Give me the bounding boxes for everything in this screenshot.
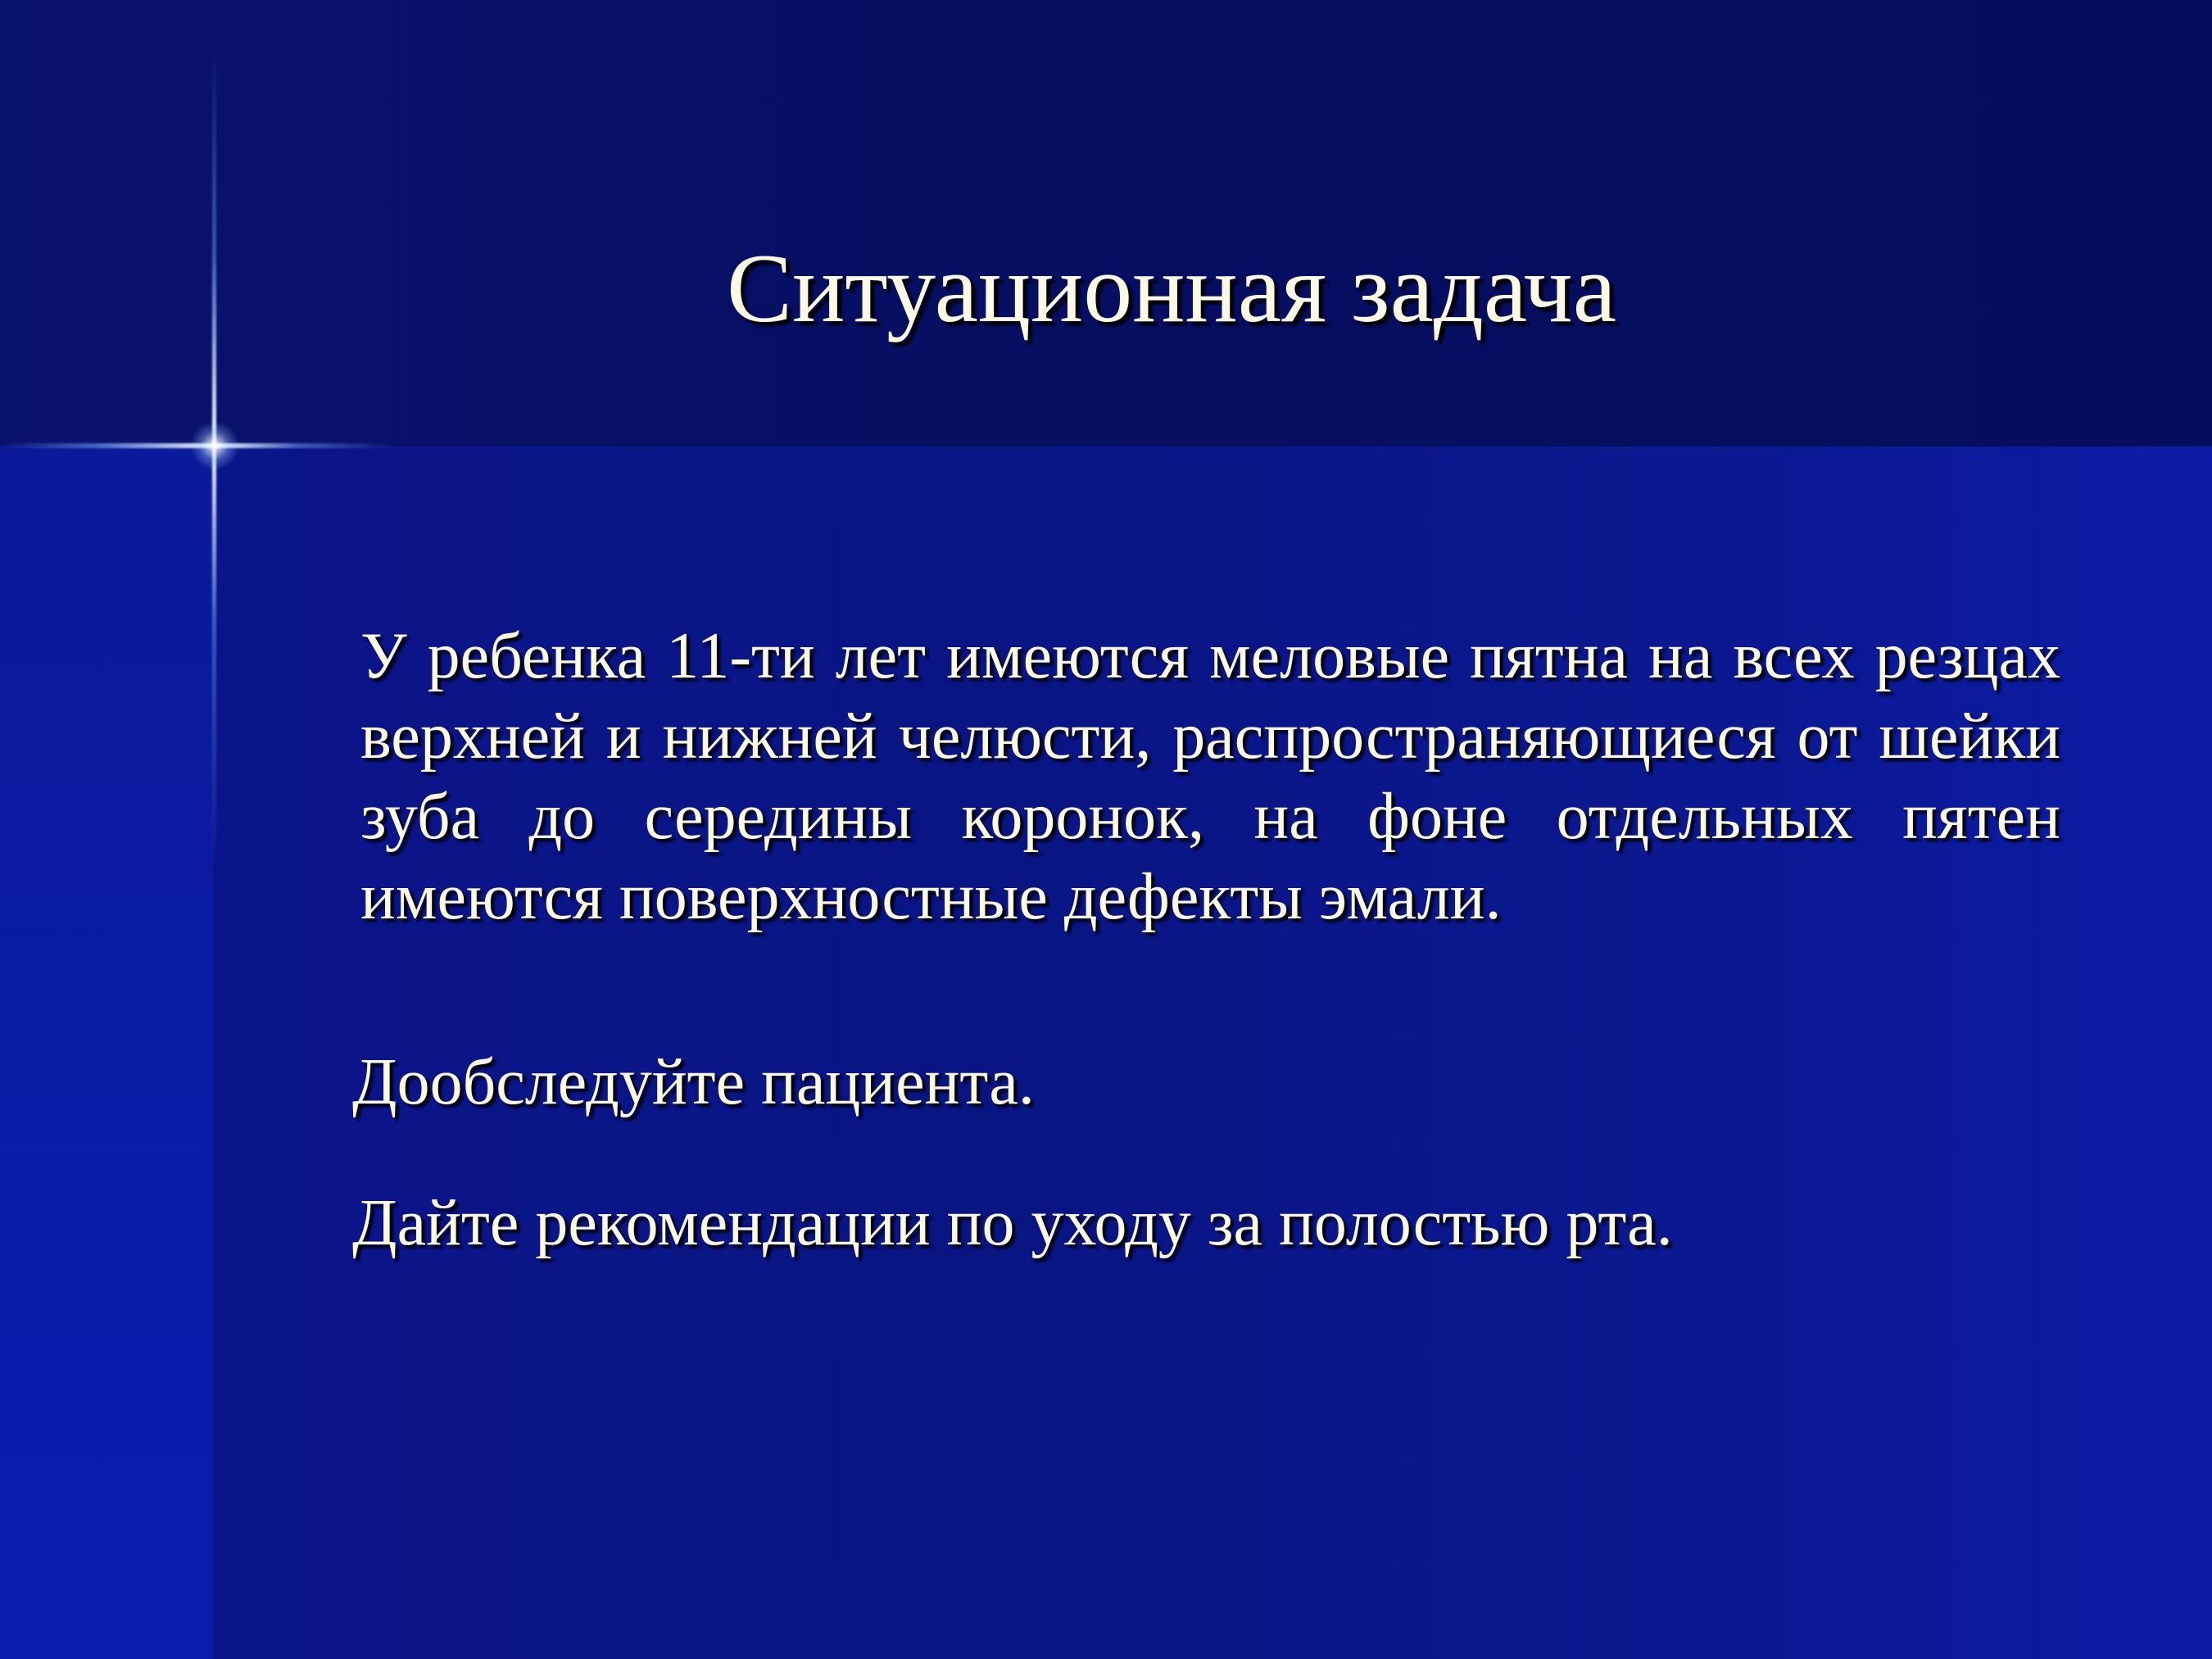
- header-band: [0, 0, 2212, 446]
- task-instruction-recommend: Дайте рекомендации по уходу за полостью рта.: [352, 1187, 1673, 1259]
- task-description: У ребенка 11-ти лет имеются меловые пятна на всех резцах верхней и нижней челюсти, распространяющиеся от шейки зуба до середины коронок, на фоне отдельных пятен имеются поверхностные дефекты эмали.: [360, 620, 2060, 933]
- left-band: [0, 446, 213, 1659]
- task-instruction-examine: Дообследуйте пациента.: [352, 1046, 1035, 1118]
- star-sparkle-icon: [190, 421, 239, 470]
- slide-title: Ситуационная задача: [727, 233, 1616, 342]
